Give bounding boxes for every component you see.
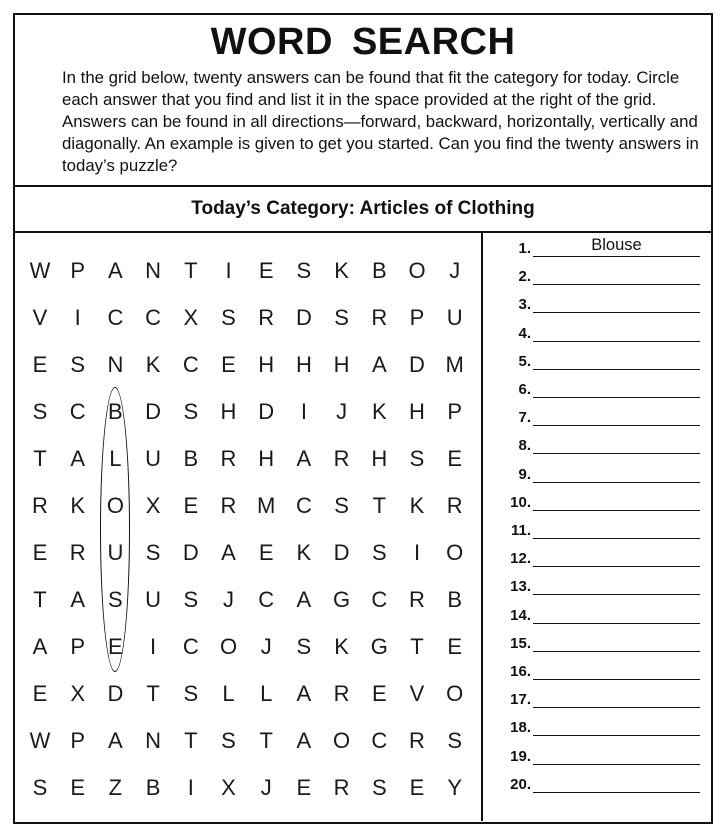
grid-letter[interactable]: B [183, 446, 199, 471]
answer-number: 3. [518, 296, 531, 314]
answer-number: 10. [510, 493, 531, 511]
grid-letter[interactable]: D [107, 681, 124, 706]
grid-letter[interactable]: O [106, 493, 124, 518]
grid-letter[interactable]: O [408, 258, 426, 283]
answer-line[interactable] [533, 369, 700, 370]
grid-letter[interactable]: H [258, 352, 275, 377]
answer-line[interactable] [533, 651, 700, 652]
grid-letter[interactable]: C [258, 587, 275, 612]
grid-letter[interactable]: J [449, 258, 461, 283]
answer-number: 7. [518, 409, 531, 427]
grid-letter[interactable]: L [109, 446, 122, 471]
grid-letter[interactable]: W [29, 258, 51, 283]
grid-letter[interactable]: G [333, 587, 351, 612]
grid-letter[interactable]: H [371, 446, 388, 471]
answer-number: 16. [510, 663, 531, 680]
grid-letter[interactable]: L [260, 681, 273, 706]
grid-letter[interactable]: O [446, 681, 464, 706]
answer-row [483, 465, 712, 491]
answer-row [483, 493, 712, 519]
grid-letter[interactable]: B [108, 399, 123, 424]
grid-letter[interactable]: Z [108, 775, 123, 800]
grid-letter[interactable]: S [334, 493, 349, 518]
answer-line[interactable] [533, 623, 700, 624]
grid-letter[interactable]: C [182, 634, 199, 659]
answer-number: 18. [510, 719, 531, 737]
puzzle-header [15, 15, 711, 187]
grid-letter[interactable]: O [446, 540, 464, 565]
grid-letter[interactable]: S [70, 352, 86, 377]
grid-letter[interactable]: A [371, 352, 387, 377]
answer-line[interactable] [533, 764, 700, 765]
answer-row [483, 436, 712, 462]
grid-letter[interactable]: G [370, 634, 388, 659]
grid-letter[interactable]: S [221, 305, 236, 330]
grid-letter[interactable]: M [445, 352, 464, 377]
grid-letter[interactable]: T [146, 681, 160, 706]
grid-letter[interactable]: I [150, 634, 157, 659]
grid-letter[interactable]: A [108, 728, 123, 753]
grid-letter[interactable]: H [295, 352, 312, 377]
answer-row [483, 577, 712, 603]
answer-line[interactable] [533, 453, 700, 454]
grid-letter[interactable]: T [184, 728, 198, 753]
grid-letter[interactable]: S [296, 634, 312, 659]
grid-letter[interactable]: K [334, 634, 349, 659]
grid-letter[interactable]: B [371, 258, 387, 283]
grid-letter[interactable]: T [410, 634, 424, 659]
grid-letter[interactable]: H [258, 446, 275, 471]
grid-letter[interactable]: A [296, 587, 312, 612]
grid-letter[interactable]: D [333, 540, 350, 565]
example-answer-circle [100, 387, 130, 672]
answer-text: Blouse [591, 236, 642, 254]
grid-letter[interactable]: R [371, 305, 388, 330]
grid-letter[interactable]: E [32, 681, 48, 706]
grid-letter[interactable]: L [222, 681, 235, 706]
grid-letter[interactable]: H [333, 352, 350, 377]
grid-letter[interactable]: J [260, 634, 272, 659]
answer-row [483, 324, 712, 350]
answer-row [483, 295, 712, 321]
grid-letter[interactable]: C [371, 587, 388, 612]
answer-line[interactable] [533, 284, 700, 285]
grid-letter[interactable]: K [409, 493, 425, 518]
grid-letter[interactable]: D [258, 399, 275, 424]
grid-letter[interactable]: T [372, 493, 387, 518]
grid-letter[interactable]: X [183, 305, 199, 330]
answer-line[interactable] [533, 425, 700, 426]
grid-letter[interactable]: D [295, 305, 312, 330]
grid-letter[interactable]: X [145, 493, 161, 518]
category-label: Today’s Category: Articles of Clothing [191, 198, 535, 219]
grid-letter[interactable]: J [260, 775, 272, 800]
grid-letter[interactable]: K [296, 540, 312, 565]
grid-letter[interactable]: T [259, 728, 273, 753]
answer-line[interactable] [533, 707, 700, 708]
grid-letter[interactable]: S [145, 540, 161, 565]
answer-number: 1. [518, 240, 531, 257]
grid-letter[interactable]: D [182, 540, 199, 565]
answer-number: 15. [510, 634, 531, 652]
answer-row [483, 236, 712, 265]
grid-letter[interactable]: E [258, 540, 274, 565]
grid-letter[interactable]: E [70, 775, 86, 800]
answer-row [483, 662, 712, 688]
grid-letter[interactable]: R [446, 493, 463, 518]
answer-line[interactable] [533, 510, 700, 511]
grid-letter[interactable]: D [409, 352, 425, 377]
answer-row [483, 718, 712, 744]
answer-number: 5. [518, 352, 531, 370]
grid-letter[interactable]: S [371, 775, 387, 800]
grid-letter[interactable]: J [336, 399, 348, 424]
grid-letter[interactable]: C [182, 352, 199, 377]
grid-letter[interactable]: T [33, 587, 47, 612]
answer-line[interactable] [533, 679, 700, 680]
grid-letter[interactable]: C [371, 728, 388, 753]
puzzle-sheet [13, 13, 713, 824]
grid-letter[interactable]: B [447, 587, 463, 612]
grid-letter[interactable]: E [409, 775, 425, 800]
grid-letter[interactable]: E [183, 493, 199, 518]
grid-letter[interactable]: S [221, 728, 236, 753]
grid-letter[interactable]: X [70, 681, 86, 706]
answer-line[interactable] [533, 538, 700, 539]
grid-letter[interactable]: R [220, 493, 237, 518]
grid-letter[interactable]: S [334, 305, 349, 330]
grid-letter[interactable]: V [409, 681, 425, 706]
answer-row [483, 521, 712, 547]
grid-letter[interactable]: S [183, 399, 199, 424]
answer-row [483, 352, 712, 378]
puzzle-instructions: In the grid below, twenty answers can be found that fit the category for today. Circle each answer that you find and list it in the space provided at the right of the grid. Answers can be found in all directions—forward, backward, horizontally, vertically and diagonally. An example is given to get you started. Can you find the twenty answers in today’s puzzle? [62, 68, 699, 175]
grid-letter[interactable]: R [333, 775, 350, 800]
answer-row [483, 634, 712, 660]
grid-letter[interactable]: R [32, 493, 48, 518]
grid-letter[interactable]: I [413, 540, 421, 565]
grid-letter[interactable]: I [225, 258, 232, 283]
grid-letter[interactable]: R [220, 446, 237, 471]
answer-row [483, 549, 712, 575]
grid-letter[interactable]: K [371, 399, 387, 424]
answer-row [483, 606, 712, 632]
answer-number: 17. [510, 691, 531, 709]
grid-letter[interactable]: A [296, 681, 312, 706]
answer-row [483, 775, 712, 801]
answer-row [483, 408, 712, 434]
grid-letter[interactable]: J [223, 587, 234, 612]
grid-letter[interactable]: R [69, 540, 86, 565]
grid-letter[interactable]: E [371, 681, 387, 706]
grid-letter[interactable]: A [32, 634, 48, 659]
answer-line[interactable] [533, 792, 700, 793]
grid-letter[interactable]: A [70, 587, 86, 612]
answer-row [483, 267, 712, 293]
answer-number: 13. [510, 578, 531, 596]
grid-letter[interactable]: V [32, 305, 48, 330]
grid-letter[interactable]: S [447, 728, 463, 753]
grid-letter[interactable]: E [258, 258, 274, 283]
grid-letter[interactable]: R [333, 446, 350, 471]
grid-letter[interactable]: R [409, 728, 425, 753]
grid-letter[interactable]: P [409, 305, 425, 330]
grid-letter[interactable]: A [108, 258, 123, 283]
answer-number: 11. [510, 522, 531, 539]
grid-letter[interactable]: C [295, 493, 312, 518]
grid-letter[interactable]: T [33, 446, 47, 471]
answer-row [483, 747, 712, 773]
grid-letter[interactable]: E [108, 634, 123, 659]
answer-line[interactable] [533, 594, 700, 595]
answer-line[interactable] [533, 482, 700, 483]
grid-letter[interactable]: N [145, 258, 162, 283]
grid-letter[interactable]: D [145, 399, 162, 424]
grid-letter[interactable]: W [29, 728, 51, 753]
letter-grid [15, 233, 483, 821]
grid-letter[interactable]: C [69, 399, 86, 424]
answer-number: 4. [518, 324, 531, 342]
grid-letter[interactable]: T [184, 258, 198, 283]
answer-line[interactable] [533, 256, 700, 257]
letter-grid-area [15, 233, 483, 821]
grid-letter[interactable]: R [409, 587, 425, 612]
answer-list [483, 233, 712, 821]
grid-letter[interactable]: K [334, 258, 349, 283]
grid-letter[interactable]: C [145, 305, 162, 330]
grid-letter[interactable]: U [446, 305, 463, 330]
grid-letter[interactable]: N [107, 352, 124, 377]
grid-letter[interactable]: U [145, 587, 162, 612]
grid-letter[interactable]: K [145, 352, 161, 377]
grid-letter[interactable]: E [296, 775, 312, 800]
answer-number: 6. [518, 381, 531, 398]
answer-line[interactable] [533, 341, 700, 342]
grid-letter[interactable]: R [333, 681, 350, 706]
grid-letter[interactable]: C [107, 305, 124, 330]
grid-letter[interactable]: S [32, 399, 48, 424]
grid-letter[interactable]: B [145, 775, 161, 800]
grid-letter[interactable]: U [107, 540, 124, 565]
answer-line[interactable] [533, 312, 700, 313]
grid-letter[interactable]: R [258, 305, 275, 330]
category-bar [15, 187, 711, 233]
grid-letter[interactable]: S [296, 258, 312, 283]
grid-letter[interactable]: U [145, 446, 162, 471]
grid-letter[interactable]: S [409, 446, 425, 471]
answer-number: 2. [518, 268, 531, 286]
grid-letter[interactable]: K [70, 493, 86, 518]
answer-number: 12. [510, 550, 531, 568]
answer-number: 19. [510, 747, 531, 765]
answer-row [483, 690, 712, 716]
grid-letter[interactable]: X [221, 775, 236, 800]
grid-letter[interactable]: S [32, 775, 48, 800]
grid-letter[interactable]: I [74, 305, 81, 330]
answer-row [483, 380, 712, 406]
grid-letter[interactable]: A [70, 446, 86, 471]
grid-letter[interactable]: A [296, 446, 312, 471]
grid-letter[interactable]: S [183, 587, 199, 612]
grid-letter[interactable]: E [32, 352, 48, 377]
grid-letter[interactable]: H [409, 399, 425, 424]
answer-number: 14. [510, 606, 531, 624]
grid-letter[interactable]: N [145, 728, 162, 753]
grid-letter[interactable]: S [183, 681, 199, 706]
grid-letter[interactable]: Y [447, 775, 463, 800]
grid-letter[interactable]: M [257, 493, 276, 518]
puzzle-title: WORD SEARCH [210, 21, 516, 63]
grid-letter[interactable]: E [32, 540, 48, 565]
answer-line[interactable] [533, 397, 700, 398]
grid-letter[interactable]: O [219, 634, 238, 659]
grid-letter[interactable]: E [447, 634, 463, 659]
answer-number: 20. [510, 775, 531, 793]
answer-number: 9. [518, 465, 531, 483]
grid-letter[interactable]: S [371, 540, 387, 565]
grid-letter[interactable]: P [70, 258, 86, 283]
grid-letter[interactable]: P [447, 399, 463, 424]
grid-letter[interactable]: O [333, 728, 351, 753]
grid-letter[interactable]: E [221, 352, 236, 377]
grid-letter[interactable]: H [220, 399, 237, 424]
grid-letter[interactable]: A [221, 540, 236, 565]
grid-letter[interactable]: A [296, 728, 312, 753]
grid-letter[interactable]: P [70, 634, 86, 659]
answer-line[interactable] [533, 566, 700, 567]
answer-number: 8. [518, 437, 531, 455]
grid-letter[interactable]: P [70, 728, 86, 753]
grid-letter[interactable]: E [447, 446, 463, 471]
grid-letter[interactable]: I [300, 399, 307, 424]
grid-letter[interactable]: S [108, 587, 123, 612]
answer-line[interactable] [533, 735, 700, 736]
grid-letter[interactable]: I [187, 775, 194, 800]
